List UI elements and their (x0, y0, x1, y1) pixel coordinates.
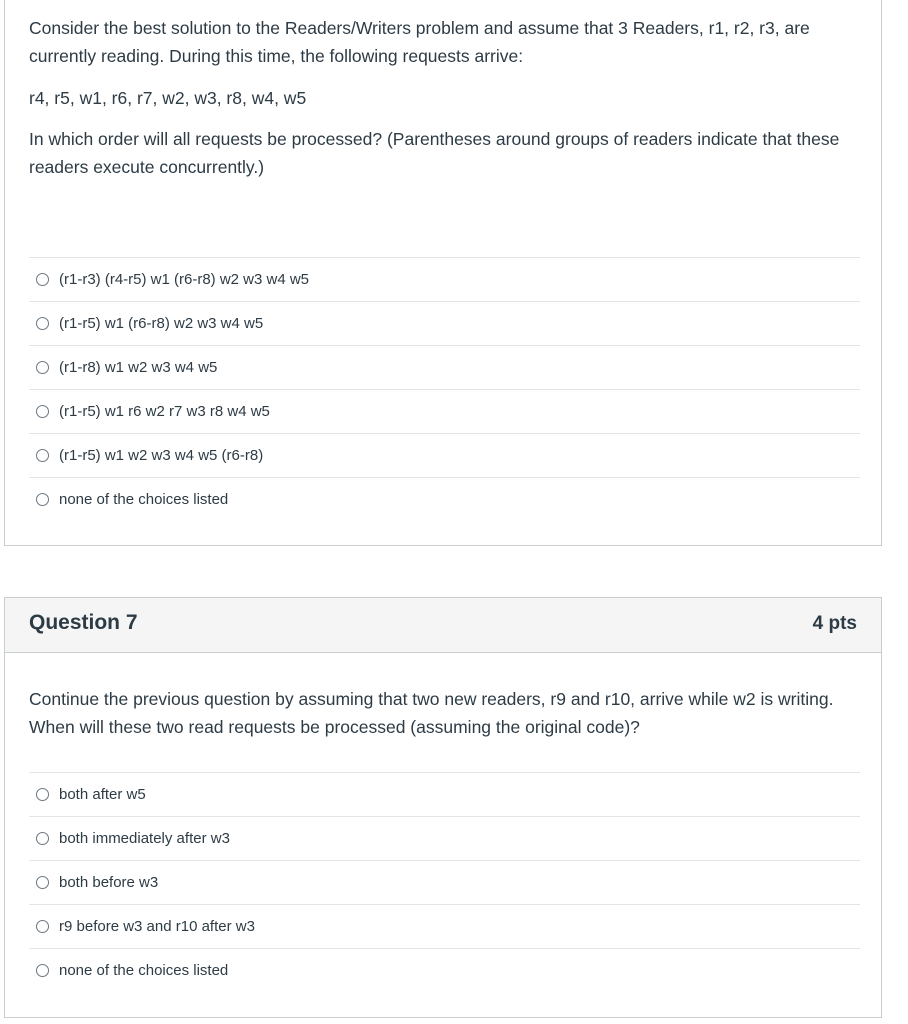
question-6-answer-6[interactable] (29, 477, 860, 521)
answer-label: both before w3 (59, 874, 159, 891)
answer-label: none of the choices listed (59, 962, 229, 979)
radio-button-icon[interactable] (36, 964, 49, 977)
question-7-answer-5[interactable] (29, 948, 860, 992)
question-7-answer-4[interactable] (29, 904, 860, 948)
question-7-prompt: Continue the previous question by assuming that two new readers, r9 and r10, arrive while w2 is writing. When will these two read requests be processed (assuming the original code)? (29, 689, 834, 737)
radio-button-icon[interactable] (36, 361, 49, 374)
question-7-answer-1[interactable] (29, 772, 860, 816)
question-6-paragraph: Consider the best solution to the Readers/Writers problem and assume that 3 Readers, r1, r2, r3, are currently reading. During this time, the following requests arrive: (29, 18, 810, 66)
radio-button-icon[interactable] (36, 493, 49, 506)
radio-button-icon[interactable] (36, 788, 49, 801)
question-points: 4 pts (812, 613, 857, 634)
question-6-prompt: In which order will all requests be processed? (Parentheses around groups of readers indicate that these readers execute concurrently.) (29, 129, 840, 177)
question-6-answer-4[interactable] (29, 389, 860, 433)
question-7-header (5, 598, 881, 653)
question-6-card (4, 0, 882, 546)
question-7-text (29, 685, 869, 741)
answer-label: (r1-r5) w1 (r6-r8) w2 w3 w4 w5 (59, 315, 264, 332)
answer-label: none of the choices listed (59, 491, 229, 508)
radio-button-icon[interactable] (36, 405, 49, 418)
answer-label: r9 before w3 and r10 after w3 (59, 918, 255, 935)
answer-label: both after w5 (59, 786, 146, 803)
radio-button-icon[interactable] (36, 920, 49, 933)
question-title: Question 7 (29, 611, 138, 634)
answer-label: (r1-r5) w1 r6 w2 r7 w3 r8 w4 w5 (59, 403, 270, 420)
answer-label: (r1-r3) (r4-r5) w1 (r6-r8) w2 w3 w4 w5 (59, 271, 310, 288)
question-6-answer-2[interactable] (29, 301, 860, 345)
question-6-request-sequence: r4, r5, w1, r6, r7, w2, w3, r8, w4, w5 (29, 88, 307, 108)
radio-button-icon[interactable] (36, 832, 49, 845)
question-7-answer-3[interactable] (29, 860, 860, 904)
answer-label: both immediately after w3 (59, 830, 230, 847)
question-7-answers (29, 772, 860, 992)
question-6-answer-5[interactable] (29, 433, 860, 477)
question-6-text (29, 14, 869, 181)
question-7-card (4, 597, 882, 1018)
question-6-answer-1[interactable] (29, 257, 860, 301)
answer-label: (r1-r5) w1 w2 w3 w4 w5 (r6-r8) (59, 447, 264, 464)
question-6-answer-3[interactable] (29, 345, 860, 389)
answer-label: (r1-r8) w1 w2 w3 w4 w5 (59, 359, 218, 376)
radio-button-icon[interactable] (36, 273, 49, 286)
radio-button-icon[interactable] (36, 449, 49, 462)
question-6-answers (29, 257, 860, 521)
radio-button-icon[interactable] (36, 317, 49, 330)
question-7-answer-2[interactable] (29, 816, 860, 860)
radio-button-icon[interactable] (36, 876, 49, 889)
